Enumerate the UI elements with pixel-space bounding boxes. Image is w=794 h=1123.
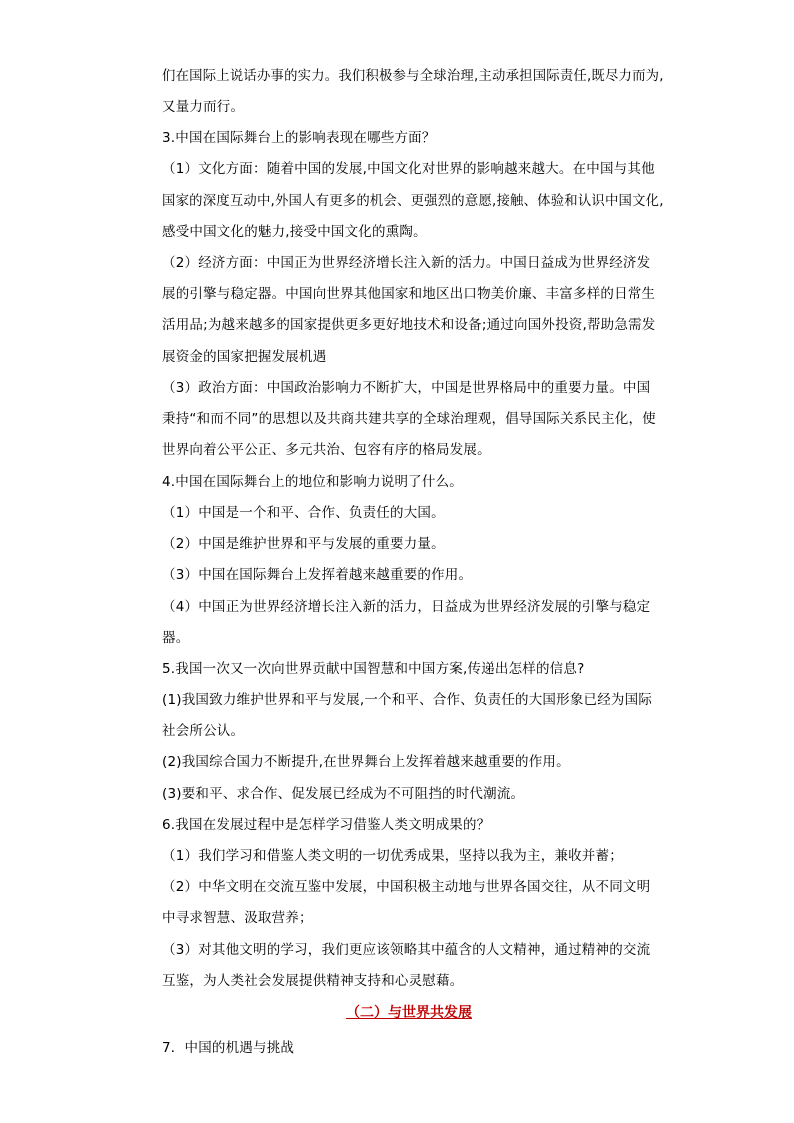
text-line: 感受中国文化的魅力,接受中国文化的熏陶。 bbox=[162, 224, 427, 240]
text-line: (3)要和平、求合作、促发展已经成为不可阻挡的时代潮流。 bbox=[162, 786, 525, 802]
text-line: 6.我国在发展过程中是怎样学习借鉴人类文明成果的？ bbox=[162, 817, 491, 833]
text-line: 展的引擎与稳定器。中国向世界其他国家和地区出口物美价廉、丰富多样的日常生 bbox=[162, 286, 656, 302]
text-line: 器。 bbox=[162, 630, 190, 646]
text-line: 社会所公认。 bbox=[162, 723, 245, 739]
text-line: 又量力而行。 bbox=[162, 99, 245, 115]
text-line: 7．中国的机遇与挑战 bbox=[162, 1040, 295, 1056]
text-line: (1)我国致力维护世界和平与发展,一个和平、合作、负责任的大国形象已经为国际 bbox=[162, 692, 653, 708]
text-line: 们在国际上说话办事的实力。我们积极参与全球治理,主动承担国际责任,既尽力而为, bbox=[162, 68, 664, 84]
text-line: （1）中国是一个和平、合作、负责任的大国。 bbox=[162, 505, 445, 521]
text-line: 秉持“和而不同”的思想以及共商共建共享的全球治理观，倡导国际关系民主化，使 bbox=[162, 411, 656, 427]
text-line: （2）经济方面：中国正为世界经济增长注入新的活力。中国日益成为世界经济发 bbox=[162, 255, 651, 271]
text-line: （2）中国是维护世界和平与发展的重要力量。 bbox=[162, 536, 445, 552]
text-line: 5.我国一次又一次向世界贡献中国智慧和中国方案,传递出怎样的信息? bbox=[162, 661, 585, 677]
text-line: （3）中国在国际舞台上发挥着越来越重要的作用。 bbox=[162, 567, 473, 583]
section-title: （二）与世界共发展 bbox=[346, 1005, 472, 1021]
text-line: （3）政治方面：中国政治影响力不断扩大，中国是世界格局中的重要力量。中国 bbox=[162, 380, 651, 396]
text-line: 4.中国在国际舞台上的地位和影响力说明了什么。 bbox=[162, 474, 463, 490]
text-line: 国家的深度互动中,外国人有更多的机会、更强烈的意愿,接触、体验和认识中国文化, bbox=[162, 193, 664, 209]
text-line: （3）对其他文明的学习，我们更应该领略其中蕴含的人文精神，通过精神的交流 bbox=[162, 942, 651, 958]
text-line: （2）中华文明在交流互鉴中发展，中国积极主动地与世界各国交往，从不同文明 bbox=[162, 879, 651, 895]
text-line: 互鉴，为人类社会发展提供精神支持和心灵慰藉。 bbox=[162, 973, 464, 989]
text-line: 世界向着公平公正、多元共治、包容有序的格局发展。 bbox=[162, 442, 491, 458]
text-line: （1）我们学习和借鉴人类文明的一切优秀成果，坚持以我为主，兼收并蓄； bbox=[162, 848, 623, 864]
text-line: (2)我国综合国力不断提升,在世界舞台上发挥着越来越重要的作用。 bbox=[162, 754, 570, 770]
text-line: 活用品;为越来越多的国家提供更多更好地技术和设备;通过向国外投资,帮助急需发 bbox=[162, 317, 656, 333]
text-line: 展资金的国家把握发展机遇 bbox=[162, 349, 327, 365]
text-line: （4）中国正为世界经济增长注入新的活力，日益成为世界经济发展的引擎与稳定 bbox=[162, 599, 651, 615]
text-line: 中寻求智慧、汲取营养； bbox=[162, 910, 313, 926]
text-line: （1）文化方面：随着中国的发展,中国文化对世界的影响越来越大。在中国与其他 bbox=[162, 161, 655, 177]
text-line: 3.中国在国际舞台上的影响表现在哪些方面？ bbox=[162, 130, 436, 146]
